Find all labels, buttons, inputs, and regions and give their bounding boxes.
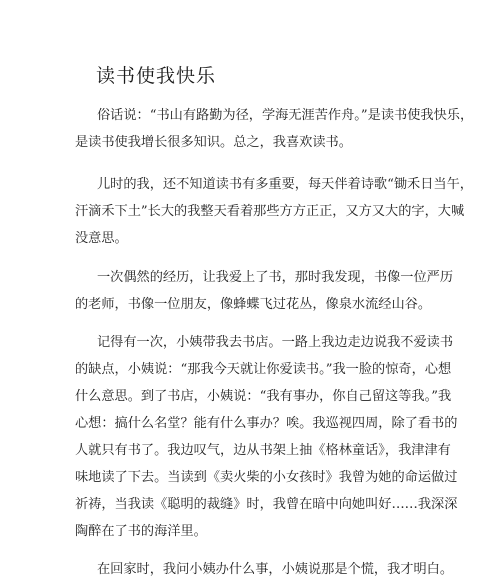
paragraph-4 (75, 329, 458, 545)
paragraph-line: 记得有一次，小姨带我去书店。一路上我边走边说我不爱读书 (97, 335, 454, 350)
paragraph-line: 什么意思。到了书店，小姨说：“我有事办，你自己留这等我。”我 (75, 389, 452, 404)
paragraph-line: 人就只有书了。我边叹气，边从书架上抽《格林童话》，我津津有 (75, 443, 451, 458)
paragraph-line: 是读书使我增长很多知识。总之，我喜欢读书。 (75, 135, 352, 150)
paragraph-line: 儿时的我，还不知道读书有多重要，每天伴着诗歌“锄禾日当午， (97, 177, 473, 192)
paragraph-3 (75, 264, 454, 318)
paragraph-line: 没意思。 (75, 231, 128, 246)
paragraph-line: 心想：搞什么名堂？能有什么事办？唉。我巡视四周，除了看书的 (75, 416, 458, 431)
paragraph-5 (75, 556, 454, 583)
paragraph-line: 的老师，书像一位朋友，像蜂蝶飞过花丛，像泉水流经山谷。 (75, 297, 432, 312)
paragraph-line: 的缺点，小姨说：“那我今天就让你爱读书。”我一脸的惊奇，心想 (75, 362, 452, 377)
paragraph-line: 味地读了下去。当读到《卖火柴的小女孩时》我曾为她的命运做过 (75, 470, 458, 485)
paragraph-line: 在回家时，我问小姨办什么事，小姨说那是个慌，我才明白。 (97, 562, 454, 577)
paragraph-1 (75, 102, 474, 156)
paragraph-line: 一次偶然的经历，让我爱上了书，那时我发现，书像一位严历 (97, 270, 454, 285)
paragraph-line: 陶醉在了书的海洋里。 (75, 524, 207, 539)
paragraph-line: 祈祷，当我读《聪明的裁缝》时，我曾在暗中向她叫好……我深深 (75, 497, 458, 512)
paragraph-line: 俗话说：“书山有路勤为径，学海无涯苦作舟。”是读书使我快乐， (97, 108, 474, 123)
document-title: 读书使我快乐 (96, 65, 217, 87)
paragraph-line: 汗滴禾下土”长大的我整天看着那些方方正正，又方又大的字，大喊 (75, 204, 465, 219)
paragraph-2 (75, 171, 473, 252)
